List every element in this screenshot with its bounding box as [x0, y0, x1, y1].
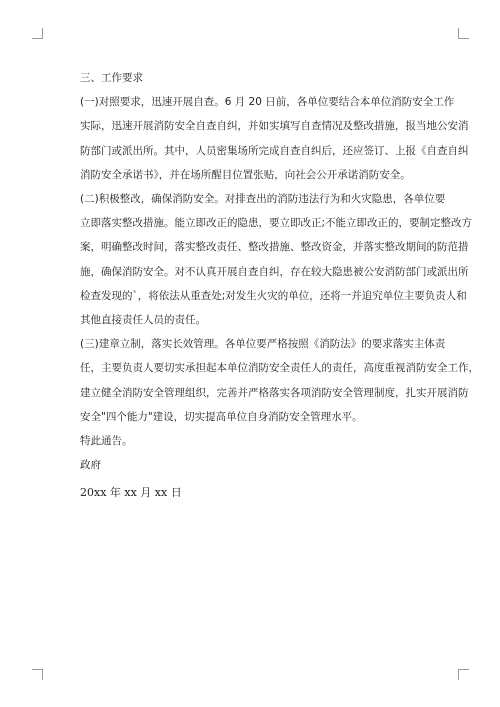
issue-date: 20xx 年 xx 月 xx 日	[80, 486, 182, 500]
paragraph-line: 检查发现的`，将依法从重查处;对发生火灾的单位，还将一并追究单位主要负责人和	[80, 289, 467, 302]
crop-mark-top-left	[32, 28, 43, 39]
paragraph-line: (三)建章立制，落实长效管理。各单位要严格按照《消防法》的要求落实主体责	[80, 338, 446, 351]
paragraph-line: 任，主要负责人要切实承担起本单位消防安全责任人的责任，高度重视消防安全工作，	[80, 362, 479, 375]
paragraph-line: 防部门或派出所。其中，人员密集场所完成自查自纠后，还应签订、上报《自查自纠	[80, 144, 469, 157]
document-body	[80, 66, 479, 506]
paragraph-line: (二)积极整改，确保消防安全。对排查出的消防违法行为和火灾隐患，各单位要	[80, 193, 446, 206]
crop-mark-top-right	[458, 28, 469, 39]
paragraph-line: 施，确保消防安全。对不认真开展自查自纠，存在较大隐患被公安消防部门或派出所	[80, 265, 469, 278]
paragraph-3	[80, 332, 479, 429]
issuer-name: 政府	[80, 459, 101, 472]
section-heading: 三、工作要求	[80, 72, 143, 84]
paragraph-line: (一)对照要求，迅速开展自查。6 月 20 日前，各单位要结合本单位消防安全工作	[80, 96, 455, 109]
paragraph-line: 案，明确整改时间，落实整改责任、整改措施、整改资金，并落实整改期间的防范措	[80, 241, 469, 254]
crop-mark-bottom-right	[458, 669, 469, 680]
paragraph-line: 实际，迅速开展消防安全自查自纠，并如实填写自查情况及整改措施，报当地公安消	[80, 120, 469, 133]
paragraph-line: 安全"四个能力"建设，切实提高单位自身消防安全管理水平。	[80, 410, 363, 423]
paragraph-line: 建立健全消防安全管理组织，完善并严格落实各项消防安全管理制度，扎实开展消防	[80, 386, 469, 399]
paragraph-line: 消防安全承诺书》，并在场所醒目位置张贴，向社会公开承诺消防安全。	[80, 168, 411, 181]
notice-text: 特此通告。	[80, 435, 133, 448]
crop-mark-bottom-left	[32, 669, 43, 680]
paragraph-1	[80, 90, 469, 187]
paragraph-line: 其他直接责任人员的责任。	[80, 314, 206, 327]
paragraph-line: 立即落实整改措施。能立即改正的隐患，要立即改正;不能立即改正的，要制定整改方	[80, 217, 473, 230]
paragraph-2	[80, 187, 473, 332]
